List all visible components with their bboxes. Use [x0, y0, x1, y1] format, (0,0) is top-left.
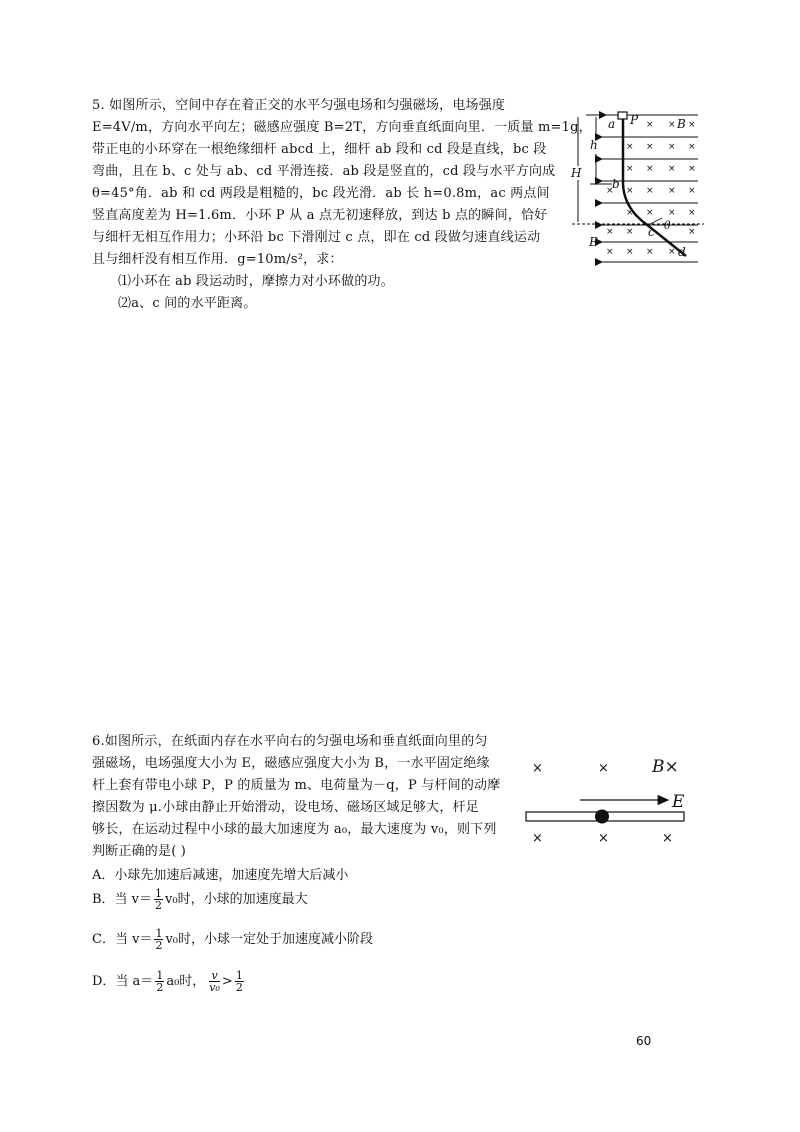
q5-line-3: 带正电的小环穿在一根绝缘细杆 abcd 上，细杆 ab 段和 cd 段是直线，bc 段: [92, 142, 547, 157]
q5-line-1: 5. 如图所示，空间中存在着正交的水平匀强电场和匀强磁场，电场强度: [92, 98, 506, 113]
cross-mark: ×: [626, 164, 634, 174]
cross-mark: ×: [688, 186, 696, 196]
q6-line-5: 够长，在运动过程中小球的最大加速度为 a₀，最大速度为 v₀，则下列: [92, 822, 497, 837]
option-b-prefix: B．当 v＝: [92, 892, 153, 907]
cross-mark: ×: [646, 208, 654, 218]
cross-mark: ×: [668, 164, 676, 174]
cross-mark: ×: [668, 142, 676, 152]
q5-line-6: 竖直高度差为 H=1.6m．小环 P 从 a 点无初速释放，到达 b 点的瞬间，恰好: [92, 208, 548, 223]
option-c-suffix: v₀时，小球一定处于加速度减小阶段: [165, 932, 373, 947]
cross-mark: ×: [626, 247, 634, 257]
fraction-one-half: $\frac{1}{2}$: [155, 927, 163, 952]
cross-mark: ×: [668, 247, 676, 257]
cross-mark: ×: [646, 142, 654, 152]
cross-mark: ×: [688, 142, 696, 152]
cross-mark: ×: [646, 120, 654, 130]
cross-mark: ×: [646, 186, 654, 196]
label-d: d: [678, 245, 686, 259]
label-b: b: [612, 177, 620, 191]
label-P: P: [630, 113, 639, 127]
cross-mark: ×: [662, 831, 673, 846]
option-b-suffix: v₀时，小球的加速度最大: [165, 892, 308, 907]
charged-ball-P: [595, 810, 609, 824]
cross-mark: ×: [668, 186, 676, 196]
fraction-one-half: $\frac{1}{2}$: [156, 969, 164, 994]
ring-P: [618, 112, 627, 119]
q6-line-6: 判断正确的是( ): [92, 844, 187, 859]
cross-mark: ×: [532, 831, 543, 846]
option-b: [92, 888, 308, 911]
label-a: a: [608, 117, 616, 131]
q6-line-2: 强磁场，电场强度大小为 E，磁感应强度大小为 B，一水平固定绝缘: [92, 756, 490, 771]
label-E: E: [589, 235, 598, 249]
option-c: [92, 928, 373, 951]
option-d-prefix: D．当 a＝: [92, 974, 154, 989]
cross-mark: ×: [688, 164, 696, 174]
q5-line-5: θ=45°角．ab 和 cd 两段是粗糙的，bc 段光滑．ab 长 h=0.8m，ac 两点间: [92, 186, 550, 201]
fraction-one-half: $\frac{1}{2}$: [155, 887, 163, 912]
cross-mark: ×: [606, 186, 614, 196]
q5-line-4: 弯曲，且在 b、c 处与 ab、cd 平滑连接．ab 段是竖直的，cd 段与水平方向成: [92, 164, 556, 179]
height-markers: [572, 115, 704, 224]
q5-subquestion-2: ⑵a、c 间的水平距离。: [118, 296, 257, 311]
cross-mark: ×: [688, 120, 696, 130]
cross-mark: ×: [626, 186, 634, 196]
q6-line-3: 杆上套有带电小球 P，P 的质量为 m、电荷量为－q，P 与杆间的动摩: [92, 778, 501, 793]
label-B: B: [677, 117, 686, 131]
label-c: c: [648, 225, 655, 239]
cross-mark: ×: [606, 247, 614, 257]
q5-line-7: 与细杆无相互作用力；小环沿 bc 下滑刚过 c 点，即在 cd 段做匀速直线运动: [92, 230, 541, 245]
option-d-middle: a₀时，: [166, 974, 206, 989]
q6-line-4: 擦因数为 μ.小球由静止开始滑动，设电场、磁场区域足够大，杆足: [92, 800, 479, 815]
cross-mark: ×: [688, 227, 696, 237]
label-E: E: [672, 792, 685, 812]
cross-mark: ×: [626, 142, 634, 152]
cross-mark: ×: [646, 247, 654, 257]
option-c-prefix: C．当 v＝: [92, 932, 153, 947]
fraction-v-over-v0: $\frac{v}{\text{v₀}}$: [209, 969, 220, 994]
q5-line-2: E=4V/m，方向水平向左；磁感应强度 B=2T，方向垂直纸面向里．一质量 m=1g，: [92, 120, 592, 135]
cross-mark: ×: [668, 120, 676, 130]
label-B: B×: [652, 757, 679, 777]
q5-subquestion-1: ⑴小环在 ab 段运动时，摩擦力对小环做的功。: [118, 274, 394, 289]
label-h: h: [590, 138, 598, 152]
page-number: 60: [636, 1034, 652, 1048]
q5-field-diagram: [568, 108, 704, 270]
q6-line-1: 6.如图所示，在纸面内存在水平向右的匀强电场和垂直纸面向里的匀: [92, 734, 488, 749]
option-a: A．小球先加速后减速，加速度先增大后减小: [92, 868, 349, 883]
label-theta: θ: [664, 219, 671, 232]
cross-mark: ×: [688, 208, 696, 218]
cross-mark: ×: [532, 761, 543, 776]
greater-than-sign: >: [221, 974, 233, 989]
cross-mark: ×: [626, 208, 634, 218]
cross-mark: ×: [626, 227, 634, 237]
cross-mark: ×: [606, 227, 614, 237]
label-H: H: [571, 166, 582, 180]
cross-mark: ×: [646, 164, 654, 174]
cross-mark: ×: [598, 831, 609, 846]
q6-rod-diagram: [520, 752, 700, 848]
cross-mark: ×: [668, 208, 676, 218]
fraction-one-half: $\frac{1}{2}$: [235, 969, 243, 994]
q5-line-8: 且与细杆没有相互作用．g=10m/s²，求：: [92, 252, 343, 267]
cross-mark: ×: [598, 761, 609, 776]
option-d: [92, 970, 246, 993]
